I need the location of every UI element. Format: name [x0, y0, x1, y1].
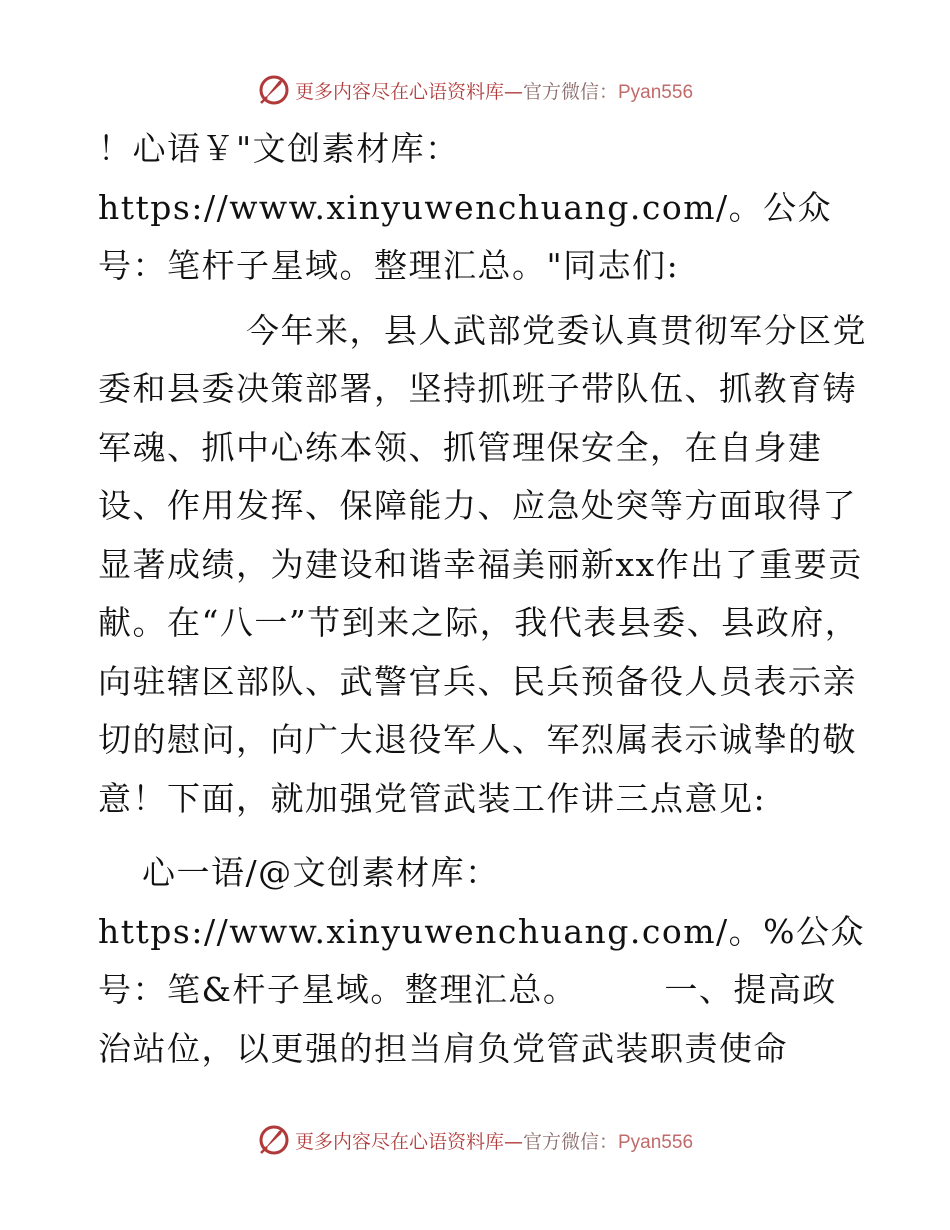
header-watermark-banner — [0, 70, 950, 110]
banner-main-text: 更多内容尽在心语资料库 — [294, 1130, 504, 1153]
banner-wechat-label: 官方微信： — [522, 1130, 618, 1153]
footer-watermark-banner — [0, 1120, 950, 1160]
banner-wechat-label: 官方微信： — [522, 80, 618, 103]
banner-text — [295, 77, 693, 104]
banner-account: Pyan556 — [618, 81, 694, 103]
source-note-paragraph: 心一语/@文创素材库：https://www.xinyuwenchuang.com/。%公众号：笔&杆子星域。整理汇总。 一、提高政治站位，以更强的担当肩负党管武装职责使命 — [98, 853, 865, 1068]
banner-main-text: 更多内容尽在心语资料库 — [294, 80, 504, 103]
banner-separator: — — [503, 80, 523, 103]
quill-logo-icon — [257, 1123, 291, 1157]
banner-text — [295, 1127, 693, 1154]
document-body — [98, 120, 868, 1078]
quill-logo-icon — [257, 73, 291, 107]
banner-account: Pyan556 — [618, 1131, 694, 1153]
banner-separator: — — [503, 1130, 523, 1153]
main-paragraph: 今年来，县人武部党委认真贯彻军分区党委和县委决策部署，坚持抓班子带队伍、抓教育铸军魂、抓中心练本领、抓管理保安全，在自身建设、作用发挥、保障能力、应急处突等方面取得了显著成绩，为建设和谐幸福美丽新xx作出了重要贡献。在“八一”节到来之际，我代表县委、县政府，向驻辖区部队、武警官兵、民兵预备役人员表示亲切的慰问，向广大退役军人、军烈属表示诚挚的敬意！下面，就加强党管武装工作讲三点意见: — [98, 310, 867, 818]
header-note: ！心语￥"文创素材库：https://www.xinyuwenchuang.com/。公众号：笔杆子星域。整理汇总。"同志们: — [98, 129, 833, 285]
